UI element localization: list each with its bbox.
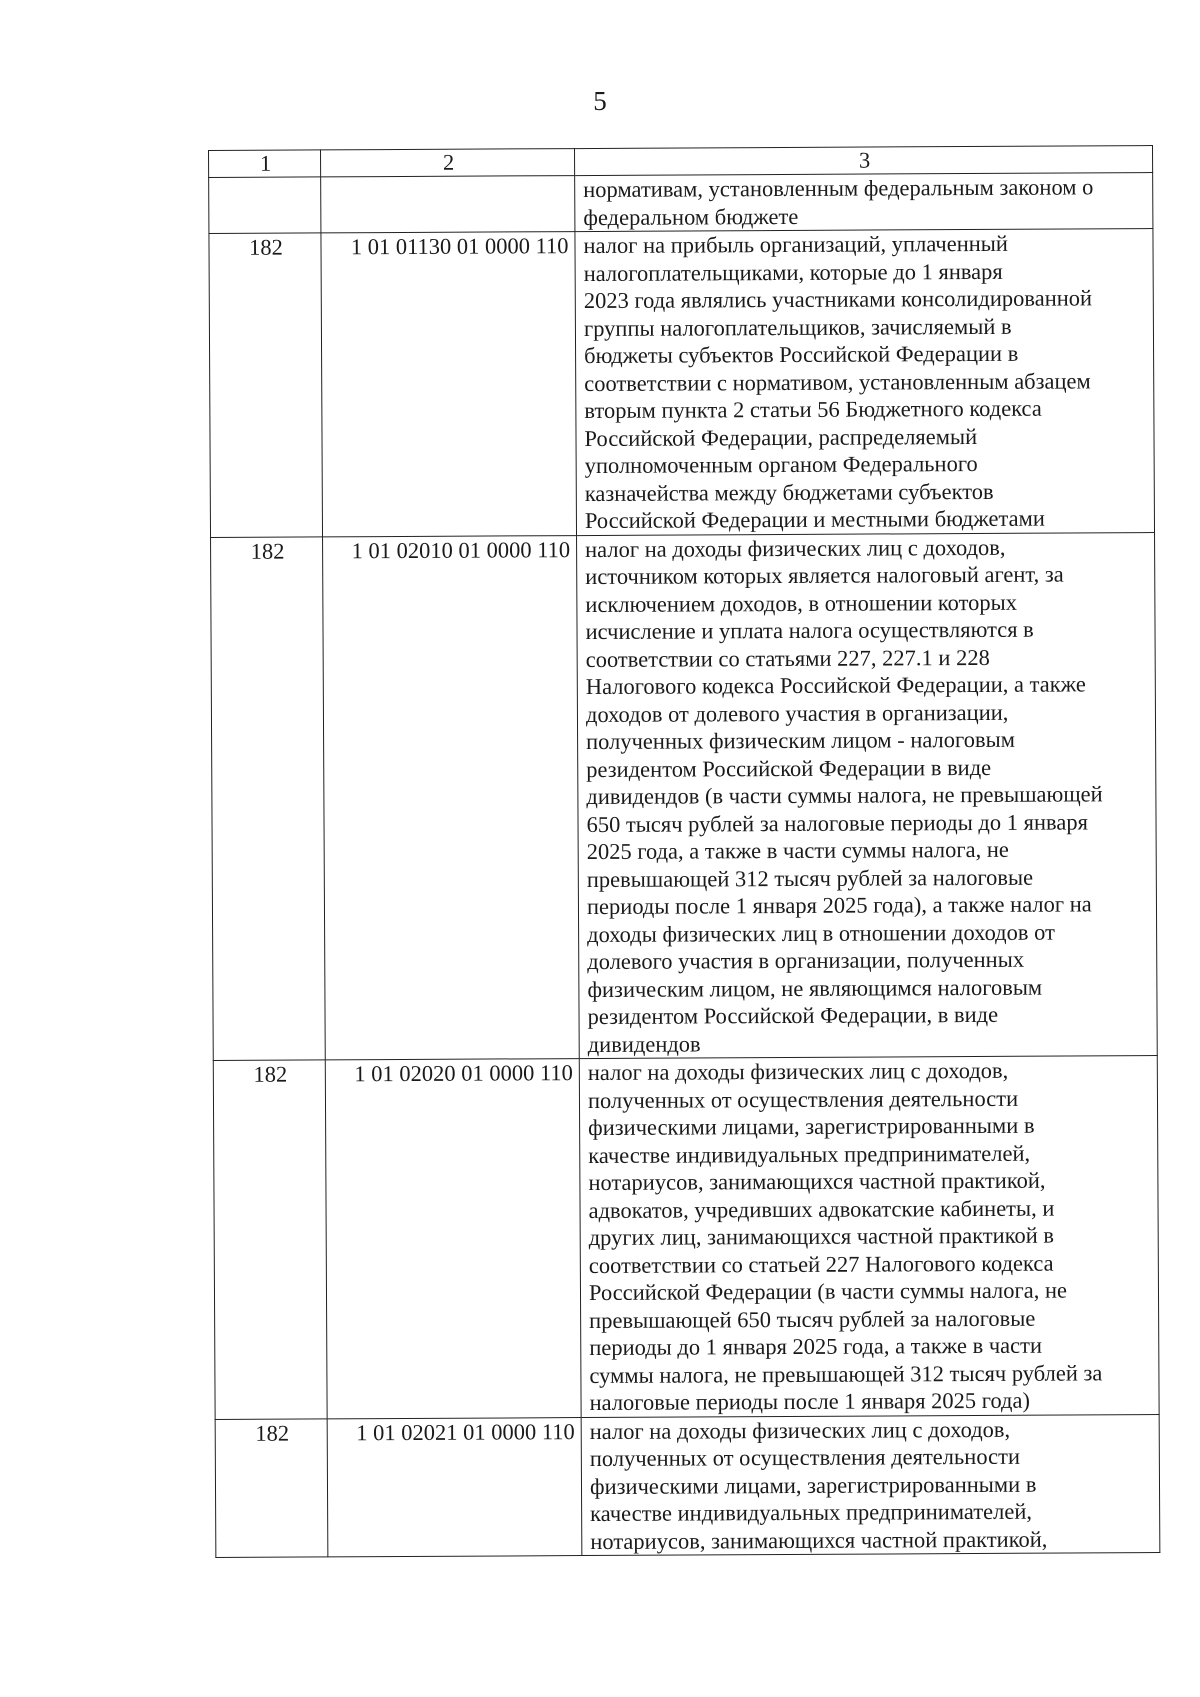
table-row (215, 1414, 1160, 1557)
page-number: 5 (593, 86, 607, 116)
description-cell: налог на прибыль организаций, уплаченный налогоплательщиками, которые до 1 января 2023 года являлись участниками консолидированной группы налогоплательщиков, зачисляемый в бюджеты субъектов Российской Федерации в соответствии с нормативом, установленным абзацем вторым пункта 2 статьи 56 Бюджетного кодекса Российской Федерации, распределяемый уполномоченным органом Федерального казначейства между бюджетами субъектов Российской Федерации и местными бюджетами (575, 229, 1155, 536)
kbk-code-cell: 1 01 02021 01 0000 110 (327, 1417, 582, 1557)
admin-code-cell: 182 (213, 1060, 327, 1419)
table-row (209, 229, 1155, 537)
admin-code-cell: 182 (209, 233, 323, 537)
admin-code-cell (209, 177, 321, 234)
budget-classification-table (208, 145, 1160, 1558)
kbk-code-cell: 1 01 01130 01 0000 110 (321, 232, 577, 537)
column-header-3: 3 (574, 146, 1152, 176)
table-row (209, 173, 1153, 234)
description-cell: налог на доходы физических лиц с доходов, полученных от осуществления деятельности физическими лицами, зарегистрированными в качестве индивидуальных предпринимателей, нотариусов, занимающихся частной практикой, адвокатов, учредивших адвокатские кабинеты, и других лиц, занимающихся частной практикой в соответствии со статьей 227 Налогового кодекса Российской Федерации (в части суммы налога, не превышающей 650 тысяч рублей за налоговые периоды до 1 января 2025 года, а также в части суммы налога, не превышающей 312 тысяч рублей за налоговые периоды после 1 января 2025 года) (579, 1056, 1159, 1418)
admin-code-cell: 182 (215, 1418, 328, 1557)
column-header-1: 1 (209, 150, 321, 178)
admin-code-cell: 182 (211, 536, 326, 1060)
table-row (211, 532, 1158, 1060)
description-cell: налог на доходы физических лиц с доходов, источником которых является налоговый агент, за исключением доходов, в отношении которых исчисление и уплата налога осуществляются в соответствии со статьями 227, 227.1 и 228 Налогового кодекса Российской Федерации, а также доходов от долевого участия в организации, полученных физическим лицом - налоговым резидентом Российской Федерации в виде дивидендов (в части суммы налога, не превышающей 650 тысяч рублей за налоговые периоды до 1 января 2025 года, а также в части суммы налога, не превышающей 312 тысяч рублей за налоговые периоды после 1 января 2025 года), а также налог на доходы физических лиц в отношении доходов от долевого участия в организации, полученных физическим лицом, не являющимся налоговым резидентом Российской Федерации, в виде дивидендов (577, 532, 1158, 1059)
kbk-code-cell (321, 176, 575, 233)
description-cell: налог на доходы физических лиц с доходов, полученных от осуществления деятельности физическими лицами, зарегистрированными в качестве индивидуальных предпринимателей, нотариусов, занимающихся частной практикой, (581, 1414, 1160, 1556)
description-cell: нормативам, установленным федеральным законом о федеральном бюджете (575, 173, 1153, 232)
table-row (213, 1056, 1159, 1419)
column-header-2: 2 (321, 149, 575, 177)
kbk-code-cell: 1 01 02010 01 0000 110 (323, 535, 580, 1060)
kbk-code-cell: 1 01 02020 01 0000 110 (325, 1059, 581, 1419)
